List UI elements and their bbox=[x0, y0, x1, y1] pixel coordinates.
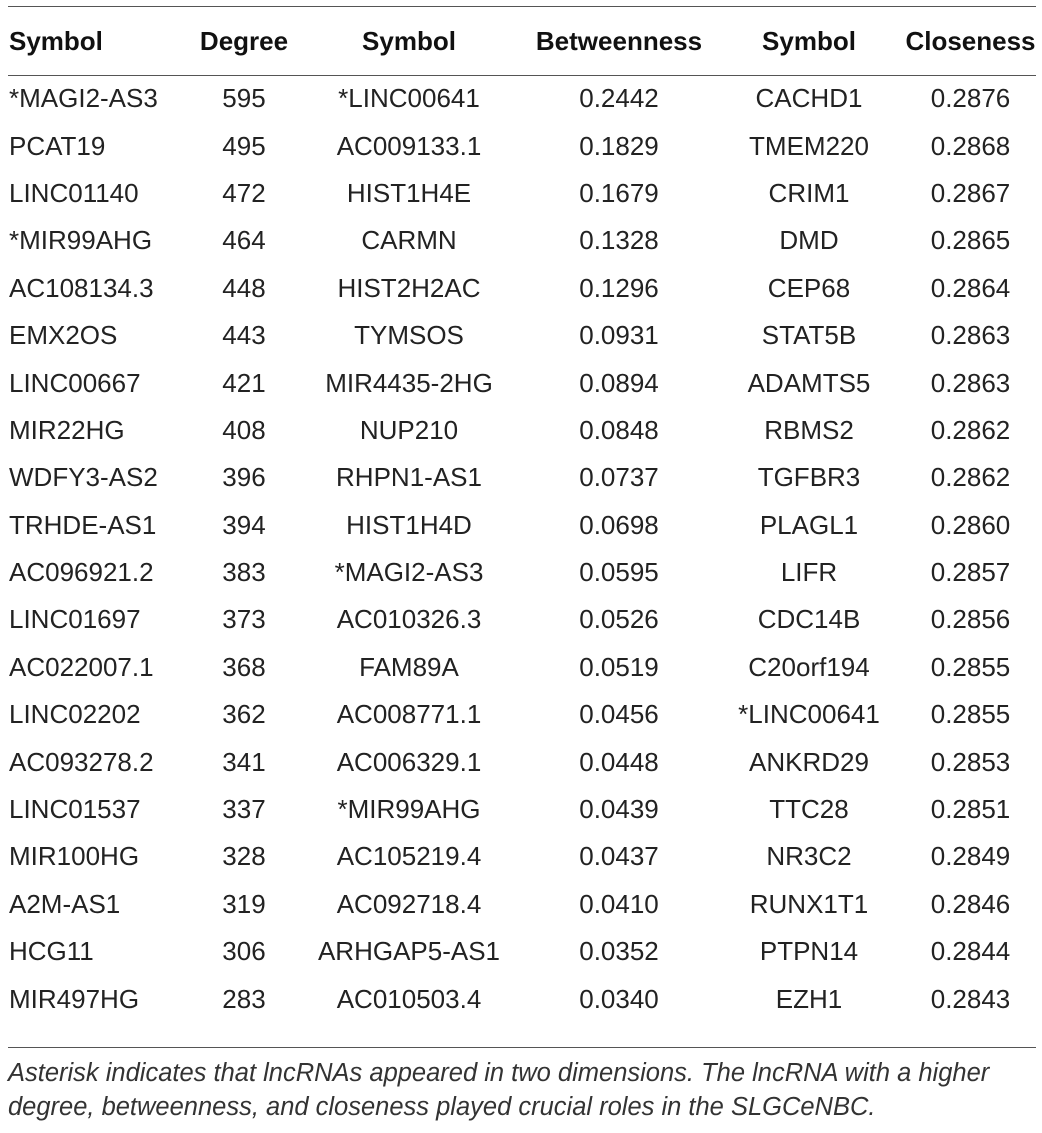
symbol-betweenness-cell: AC092718.4 bbox=[336, 888, 482, 919]
table-row bbox=[0, 170, 1042, 217]
degree-cell: 448 bbox=[222, 272, 266, 303]
table-row bbox=[0, 881, 1042, 928]
symbol-betweenness-cell: MIR4435-2HG bbox=[325, 367, 493, 398]
closeness-cell: 0.2867 bbox=[930, 177, 1011, 208]
degree-cell: 464 bbox=[222, 225, 266, 256]
table-row bbox=[0, 217, 1042, 264]
betweenness-cell: 0.1679 bbox=[579, 177, 659, 208]
betweenness-cell: 0.0848 bbox=[579, 414, 659, 445]
symbol-closeness-cell: CDC14B bbox=[757, 604, 861, 635]
betweenness-cell: 0.0931 bbox=[579, 320, 659, 351]
symbol-closeness-cell: LIFR bbox=[780, 557, 838, 588]
table-row bbox=[0, 549, 1042, 596]
symbol-closeness-cell: TGFBR3 bbox=[757, 462, 861, 493]
symbol-betweenness-cell: *LINC00641 bbox=[338, 83, 480, 114]
degree-cell: 368 bbox=[222, 651, 266, 682]
header-symbol-betweenness: Symbol bbox=[362, 25, 456, 56]
degree-cell: 472 bbox=[222, 177, 266, 208]
symbol-betweenness-cell: TYMSOS bbox=[354, 320, 464, 351]
betweenness-cell: 0.0526 bbox=[579, 604, 659, 635]
symbol-betweenness-cell: HIST1H4D bbox=[346, 509, 472, 540]
betweenness-cell: 0.0595 bbox=[579, 557, 659, 588]
symbol-closeness-cell: C20orf194 bbox=[748, 651, 870, 682]
table-row bbox=[0, 502, 1042, 549]
closeness-cell: 0.2846 bbox=[930, 888, 1011, 919]
symbol-closeness-cell: *LINC00641 bbox=[738, 699, 880, 730]
degree-cell: 283 bbox=[222, 983, 266, 1014]
closeness-cell: 0.2860 bbox=[930, 509, 1011, 540]
symbol-degree-cell: LINC01537 bbox=[9, 794, 141, 825]
degree-cell: 383 bbox=[222, 557, 266, 588]
symbol-closeness-cell: RBMS2 bbox=[764, 414, 854, 445]
degree-cell: 362 bbox=[222, 699, 266, 730]
betweenness-cell: 0.0519 bbox=[579, 651, 659, 682]
table-row bbox=[0, 75, 1042, 122]
symbol-degree-cell: AC022007.1 bbox=[9, 651, 154, 682]
symbol-degree-cell: *MAGI2-AS3 bbox=[9, 83, 158, 114]
closeness-cell: 0.2862 bbox=[930, 414, 1011, 445]
bottom-rule bbox=[8, 1047, 1036, 1048]
table-row bbox=[0, 975, 1042, 1022]
closeness-cell: 0.2863 bbox=[930, 320, 1011, 351]
symbol-closeness-cell: CEP68 bbox=[767, 272, 851, 303]
symbol-closeness-cell: PTPN14 bbox=[759, 936, 859, 967]
degree-cell: 373 bbox=[222, 604, 266, 635]
symbol-betweenness-cell: HIST1H4E bbox=[346, 177, 472, 208]
header-symbol-degree: Symbol bbox=[9, 25, 103, 56]
symbol-betweenness-cell: NUP210 bbox=[359, 414, 459, 445]
table-row bbox=[0, 738, 1042, 785]
symbol-betweenness-cell: AC010503.4 bbox=[336, 983, 482, 1014]
symbol-degree-cell: A2M-AS1 bbox=[9, 888, 121, 919]
symbol-betweenness-cell: AC006329.1 bbox=[336, 746, 482, 777]
symbol-betweenness-cell: *MAGI2-AS3 bbox=[334, 557, 484, 588]
header-row bbox=[0, 7, 1042, 75]
closeness-cell: 0.2865 bbox=[930, 225, 1011, 256]
table-row bbox=[0, 596, 1042, 643]
symbol-degree-cell: TRHDE-AS1 bbox=[9, 509, 157, 540]
table-row bbox=[0, 644, 1042, 691]
symbol-closeness-cell: RUNX1T1 bbox=[749, 888, 869, 919]
header-closeness: Closeness bbox=[905, 25, 1036, 56]
symbol-degree-cell: *MIR99AHG bbox=[9, 225, 153, 256]
closeness-cell: 0.2857 bbox=[930, 557, 1011, 588]
betweenness-cell: 0.0439 bbox=[579, 794, 659, 825]
table-footnote: Asterisk indicates that lncRNAs appeared in two dimensions. The lncRNA with a higher degree, betweenness, and closeness played crucial roles in the SLGCeNBC. bbox=[8, 1059, 990, 1121]
symbol-closeness-cell: STAT5B bbox=[761, 320, 857, 351]
betweenness-cell: 0.1829 bbox=[579, 130, 659, 161]
table-row bbox=[0, 359, 1042, 406]
betweenness-cell: 0.0410 bbox=[579, 888, 659, 919]
header-degree: Degree bbox=[199, 25, 289, 56]
table-row bbox=[0, 312, 1042, 359]
closeness-cell: 0.2843 bbox=[930, 983, 1011, 1014]
symbol-closeness-cell: CACHD1 bbox=[755, 83, 863, 114]
symbol-degree-cell: AC108134.3 bbox=[9, 272, 154, 303]
degree-cell: 319 bbox=[222, 888, 266, 919]
symbol-betweenness-cell: ARHGAP5-AS1 bbox=[317, 936, 501, 967]
betweenness-cell: 0.0737 bbox=[579, 462, 659, 493]
symbol-closeness-cell: ADAMTS5 bbox=[747, 367, 871, 398]
degree-cell: 443 bbox=[222, 320, 266, 351]
table-row bbox=[0, 265, 1042, 312]
betweenness-cell: 0.0437 bbox=[579, 841, 659, 872]
symbol-degree-cell: MIR100HG bbox=[9, 841, 140, 872]
closeness-cell: 0.2863 bbox=[930, 367, 1011, 398]
symbol-degree-cell: LINC02202 bbox=[9, 699, 141, 730]
symbol-closeness-cell: TTC28 bbox=[769, 794, 849, 825]
table-row bbox=[0, 691, 1042, 738]
table-row bbox=[0, 833, 1042, 880]
symbol-closeness-cell: CRIM1 bbox=[768, 177, 850, 208]
symbol-closeness-cell: PLAGL1 bbox=[759, 509, 859, 540]
symbol-degree-cell: WDFY3-AS2 bbox=[9, 462, 158, 493]
symbol-degree-cell: PCAT19 bbox=[9, 130, 106, 161]
betweenness-cell: 0.0894 bbox=[579, 367, 659, 398]
degree-cell: 495 bbox=[222, 130, 266, 161]
closeness-cell: 0.2876 bbox=[930, 83, 1011, 114]
table-row bbox=[0, 928, 1042, 975]
degree-cell: 337 bbox=[222, 794, 266, 825]
header-symbol-closeness: Symbol bbox=[762, 25, 856, 56]
closeness-cell: 0.2862 bbox=[930, 462, 1011, 493]
symbol-degree-cell: MIR22HG bbox=[9, 414, 125, 445]
betweenness-cell: 0.1328 bbox=[579, 225, 659, 256]
degree-cell: 328 bbox=[222, 841, 266, 872]
degree-cell: 396 bbox=[222, 462, 266, 493]
closeness-cell: 0.2855 bbox=[930, 699, 1011, 730]
degree-cell: 306 bbox=[222, 936, 266, 967]
closeness-cell: 0.2851 bbox=[930, 794, 1011, 825]
degree-cell: 595 bbox=[222, 83, 266, 114]
degree-cell: 408 bbox=[222, 414, 266, 445]
degree-cell: 421 bbox=[222, 367, 266, 398]
symbol-betweenness-cell: AC009133.1 bbox=[336, 130, 482, 161]
symbol-degree-cell: AC096921.2 bbox=[9, 557, 154, 588]
symbol-closeness-cell: ANKRD29 bbox=[749, 746, 869, 777]
closeness-cell: 0.2864 bbox=[930, 272, 1011, 303]
symbol-degree-cell: LINC01140 bbox=[9, 177, 139, 208]
betweenness-cell: 0.1296 bbox=[579, 272, 659, 303]
betweenness-cell: 0.0352 bbox=[579, 936, 659, 967]
degree-cell: 341 bbox=[222, 746, 266, 777]
symbol-betweenness-cell: CARMN bbox=[361, 225, 457, 256]
lncrna-ranking-table bbox=[0, 7, 1042, 1023]
betweenness-cell: 0.0456 bbox=[579, 699, 659, 730]
betweenness-cell: 0.0448 bbox=[579, 746, 659, 777]
closeness-cell: 0.2868 bbox=[930, 130, 1011, 161]
degree-cell: 394 bbox=[222, 509, 266, 540]
table-body bbox=[0, 75, 1042, 1023]
symbol-betweenness-cell: FAM89A bbox=[359, 651, 459, 682]
betweenness-cell: 0.0698 bbox=[579, 509, 659, 540]
symbol-betweenness-cell: *MIR99AHG bbox=[337, 794, 481, 825]
closeness-cell: 0.2856 bbox=[930, 604, 1011, 635]
header-betweenness: Betweenness bbox=[535, 25, 703, 56]
symbol-closeness-cell: TMEM220 bbox=[749, 130, 869, 161]
table-row bbox=[0, 407, 1042, 454]
symbol-degree-cell: LINC01697 bbox=[9, 604, 141, 635]
closeness-cell: 0.2855 bbox=[930, 651, 1011, 682]
symbol-closeness-cell: NR3C2 bbox=[766, 841, 852, 872]
table-row bbox=[0, 454, 1042, 501]
closeness-cell: 0.2853 bbox=[930, 746, 1011, 777]
closeness-cell: 0.2844 bbox=[930, 936, 1011, 967]
symbol-betweenness-cell: AC008771.1 bbox=[336, 699, 482, 730]
symbol-betweenness-cell: HIST2H2AC bbox=[337, 272, 481, 303]
symbol-degree-cell: MIR497HG bbox=[9, 983, 140, 1014]
closeness-cell: 0.2849 bbox=[930, 841, 1011, 872]
symbol-closeness-cell: EZH1 bbox=[775, 983, 843, 1014]
symbol-degree-cell: AC093278.2 bbox=[9, 746, 154, 777]
symbol-degree-cell: HCG11 bbox=[9, 936, 94, 967]
symbol-degree-cell: EMX2OS bbox=[9, 320, 118, 351]
betweenness-cell: 0.2442 bbox=[579, 83, 659, 114]
symbol-degree-cell: LINC00667 bbox=[9, 367, 141, 398]
betweenness-cell: 0.0340 bbox=[579, 983, 659, 1014]
symbol-betweenness-cell: AC010326.3 bbox=[336, 604, 482, 635]
table-row bbox=[0, 786, 1042, 833]
symbol-closeness-cell: DMD bbox=[779, 225, 839, 256]
symbol-betweenness-cell: RHPN1-AS1 bbox=[336, 462, 482, 493]
symbol-betweenness-cell: AC105219.4 bbox=[336, 841, 482, 872]
table-row bbox=[0, 122, 1042, 169]
